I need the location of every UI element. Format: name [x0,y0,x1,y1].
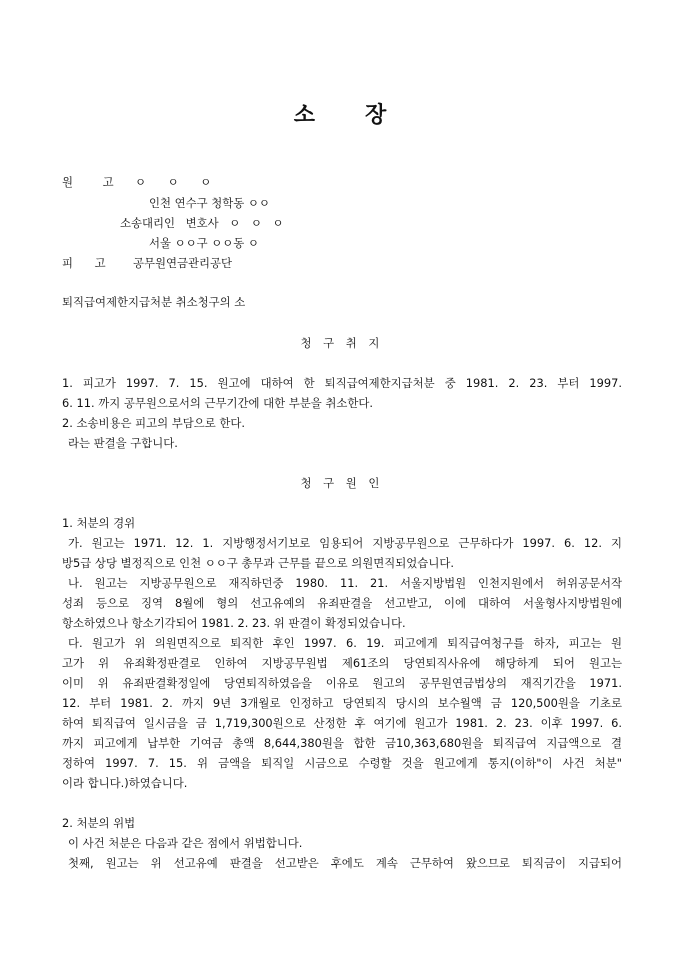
claim-purpose-line: 2. 소송비용은 피고의 부담으로 한다. [62,416,246,430]
paragraph-line: 방5급 상당 별정직으로 인천 ㅇㅇ구 총무과 근무를 끝으로 의원면직되었습니다. [62,556,454,570]
claim-purpose-heading: 청 구 취 지 [300,336,380,350]
paragraph-line: 성죄 등으로 징역 8월에 형의 선고유예의 유죄판결을 선고받고, 이에 대하여 서울형사지방법원에 [62,596,622,610]
paragraph-line: 12. 부터 1981. 2. 까지 9년 3개월로 인정하고 당연퇴직 당시의 보수월액 금 120,500원을 기초로 [62,696,622,710]
paragraph-line: 이미 위 유죄판결확정일에 당연퇴직하였음을 이유로 원고의 공무원연금법상의 재직기간을 1971. [62,676,622,690]
section-heading: 1. 처분의 경위 [62,516,136,530]
claim-cause-heading: 청 구 원 인 [300,476,380,490]
paragraph-line: 나. 원고는 지방공무원으로 재직하던중 1980. 11. 21. 서울지방법원 인천지원에서 허위공문서작 [68,576,622,590]
defendant-label: 피 고 [62,256,106,270]
section-heading: 2. 처분의 위법 [62,816,136,830]
paragraph-line: 항소하였으나 항소기각되어 1981. 2. 23. 위 판결이 확정되었습니다. [62,616,406,630]
paragraph-line: 정하여 1997. 7. 15. 위 금액을 퇴직일 시금으로 수령할 것을 원고에게 통지(이하"이 사건 처분" [62,756,622,770]
paragraph-line: 이 사건 처분은 다음과 같은 점에서 위법합니다. [68,836,303,850]
claim-purpose-line: 1. 피고가 1997. 7. 15. 원고에 대하여 한 퇴직급여제한지급처분 중 1981. 2. 23. 부터 1997. [62,376,622,390]
paragraph-line: 고가 위 유죄확정판결로 인하여 지방공무원법 제61조의 당연퇴직사유에 해당하게 되어 원고는 [62,656,622,670]
plaintiff-name: ㅇ ㅇ ㅇ [135,175,212,189]
title-char-1: 소 [293,102,315,128]
plaintiff-address: 인천 연수구 청학동 ㅇㅇ [149,196,270,210]
defendant-name: 공무원연금관리공단 [133,256,233,270]
paragraph-line: 하여 퇴직급여 일시금을 금 1,719,300원으로 산정한 후 여기에 원고가 1981. 2. 23. 이후 1997. 6. [62,716,622,730]
paragraph-line: 첫째, 원고는 위 선고유예 판결을 선고받은 후에도 계속 근무하여 왔으므로 퇴직금이 지급되어 [68,856,622,870]
claim-purpose-line: 6. 11. 까지 공무원으로서의 근무기간에 대한 부분을 취소한다. [62,396,374,410]
plaintiff-agent: 소송대리인 변호사 ㅇ ㅇ ㅇ [120,216,284,230]
document-title [0,98,680,129]
agent-address: 서울 ㅇㅇ구 ㅇㅇ동 ㅇ [149,236,259,250]
paragraph-line: 이라 합니다.)하였습니다. [62,776,188,790]
claim-purpose-line: 라는 판결을 구합니다. [68,436,178,450]
paragraph-line: 다. 원고가 위 의원면직으로 퇴직한 후인 1997. 6. 19. 피고에게 퇴직급여청구를 하자, 피고는 원 [68,636,622,650]
title-char-2: 장 [365,102,387,128]
case-name: 퇴직급여제한지급처분 취소청구의 소 [62,295,246,309]
paragraph-line: 까지 피고에게 납부한 기여금 총액 8,644,380원을 합한 금10,363,680원을 퇴직급여 지급액으로 결 [62,736,622,750]
plaintiff-label: 원 고 [62,175,114,189]
paragraph-line: 가. 원고는 1971. 12. 1. 지방행정서기보로 임용되어 지방공무원으로 근무하다가 1997. 6. 12. 지 [68,536,622,550]
